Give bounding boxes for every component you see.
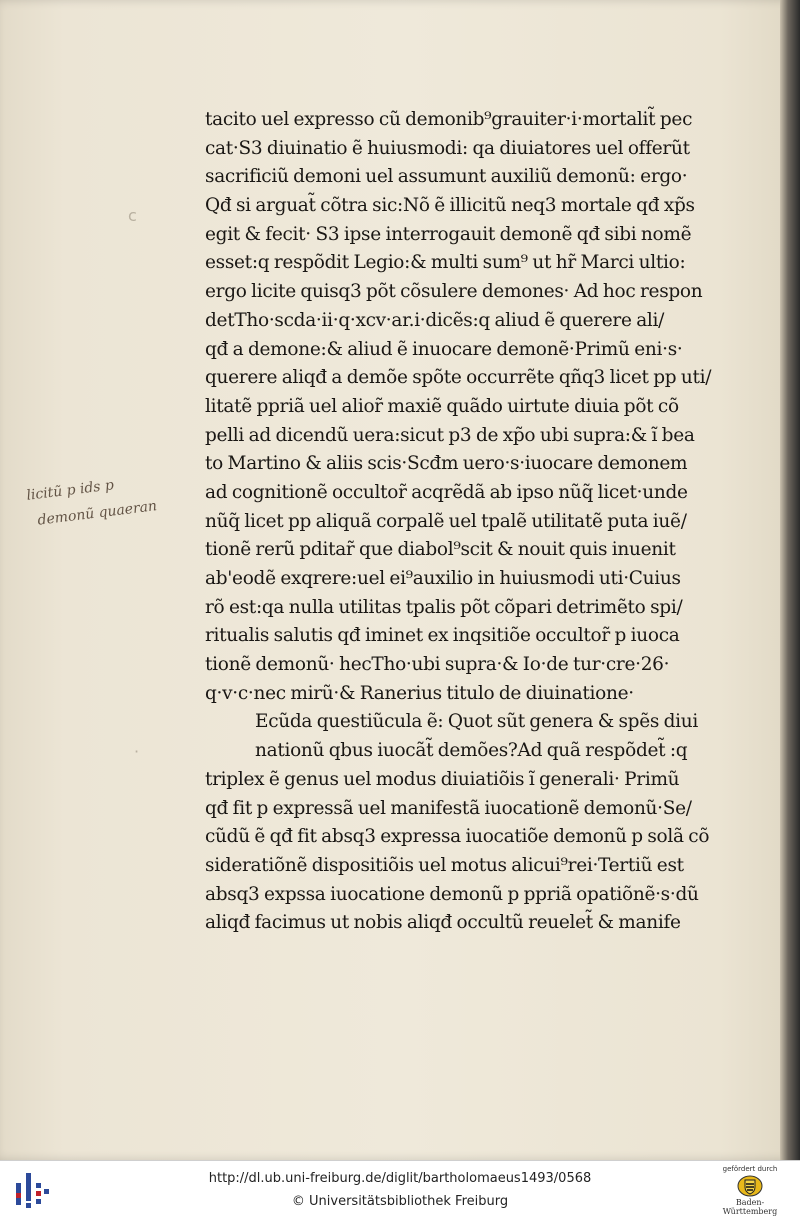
text-line: nũq̃ licet pp aliquã corpalẽ uel tpalẽ utilitatẽ puta iuẽ/ bbox=[205, 510, 687, 532]
text-line: tionẽ rerũ pditar̃ que diabol⁹scit & nouit quis inuenit bbox=[205, 539, 676, 561]
bleed-through-mark: c bbox=[128, 206, 137, 225]
text-line: sideratiõnẽ dispositiõis uel motus alicui⁹rei·Tertiũ est bbox=[205, 854, 684, 876]
text-line: egit & fecit· S3 ipse interrogauit demonẽ qđ sibi nomẽ bbox=[205, 223, 692, 245]
text-line: pelli ad dicendũ uera:sicut p3 de xp̃o ubi supra:& ĩ bea bbox=[205, 424, 695, 446]
sponsor-caption: gefördert durch bbox=[722, 1165, 778, 1173]
viewer-footer bbox=[0, 1160, 800, 1218]
marginal-note: demonũ quaeran bbox=[36, 498, 158, 529]
text-line: Ecũda questiũcula ẽ: Quot sũt genera & spẽs diui bbox=[255, 711, 699, 733]
page-edge-shadow bbox=[780, 0, 800, 1160]
text-line: qđ a demone:& aliud ẽ inuocare demonẽ·Primũ eni·s· bbox=[205, 338, 683, 360]
bleed-through-mark: · bbox=[134, 742, 140, 761]
text-line: querere aliqđ a demõe spõte occurrẽte qñq3 licet pp uti/ bbox=[205, 367, 712, 389]
handwritten-marginalia bbox=[25, 461, 210, 535]
baden-wuerttemberg-coat-of-arms-icon bbox=[737, 1175, 763, 1197]
text-line: litatẽ ppriã uel alior̃ maxiẽ quãdo uirtute diuia põt cõ bbox=[205, 395, 679, 417]
text-line: nationũ qbus iuocãt̃ demões?Ad quã respõdet̃ :q bbox=[255, 740, 688, 762]
text-line: ad cognitionẽ occultor̃ acqrẽdã ab ipso nũq̃ licet·unde bbox=[205, 481, 688, 503]
text-line: detTho·scda·ii·q·xcv·ar.i·dicẽs:q aliud ẽ querere ali/ bbox=[205, 309, 665, 331]
text-line: cũdũ ẽ qđ fit absq3 expressa iuocatiõe demonũ p solã cõ bbox=[205, 826, 710, 848]
text-line: cat·S3 diuinatio ẽ huiusmodi: qa diuiatores uel offerũt bbox=[205, 137, 690, 159]
text-line: tionẽ demonũ· hecTho·ubi supra·& Io·de tur·cre·26· bbox=[205, 654, 670, 676]
text-line: tacito uel expresso cũ demonib⁹grauiter·i·mortalit̃ pec bbox=[205, 109, 693, 130]
text-line: ab'eodẽ exqrere:uel ei⁹auxilio in huiusmodi uti·Cuius bbox=[205, 568, 681, 589]
document-url-link[interactable]: http://dl.ub.uni-freiburg.de/diglit/bartholomaeus1493/0568 bbox=[208, 1171, 592, 1186]
text-line: ergo licite quisq3 põt cõsulere demones· Ad hoc respon bbox=[205, 281, 703, 303]
text-line: triplex ẽ genus uel modus diuiatiõis ĩ generali· Primũ bbox=[205, 768, 680, 790]
text-line: Qđ si arguat̃ cõtra sic:Nõ ẽ illicitũ neq3 mortale qđ xp̃s bbox=[205, 195, 695, 217]
text-line: to Martino & aliis scis·Scđm uero·s·iuocare demonem bbox=[205, 453, 688, 475]
marginal-note: licitũ p ids p bbox=[25, 477, 115, 504]
copyright-notice: © Universitätsbibliothek Freiburg bbox=[291, 1194, 509, 1209]
text-line: ritualis salutis qđ iminet ex inqsitiõe occultor̃ p iuoca bbox=[205, 625, 680, 647]
printed-text-block bbox=[205, 106, 770, 938]
text-line: absq3 expssa iuocatione demonũ p ppriã opatiõnẽ·s·dũ bbox=[205, 883, 699, 905]
text-line: rõ est:qa nulla utilitas tpalis põt cõpari detrimẽto spi/ bbox=[205, 596, 683, 618]
text-line: aliqđ facimus ut nobis aliqđ occultũ reuelet̃ & manife bbox=[205, 912, 681, 934]
text-line: qđ fit p expressã uel manifestã iuocationẽ demonũ·Se/ bbox=[205, 797, 692, 819]
sponsor-badge bbox=[710, 1165, 790, 1215]
text-line: sacrificiũ demoni uel assumunt auxiliũ demonũ: ergo· bbox=[205, 166, 688, 188]
text-line: esset:q respõdit Legio:& multi sum⁹ ut hr̃ Marci ultio: bbox=[205, 252, 686, 274]
sponsor-name: Baden-Württemberg bbox=[722, 1198, 778, 1216]
text-line: q·v·c·nec mirũ·& Ranerius titulo de diuinatione· bbox=[205, 682, 634, 704]
